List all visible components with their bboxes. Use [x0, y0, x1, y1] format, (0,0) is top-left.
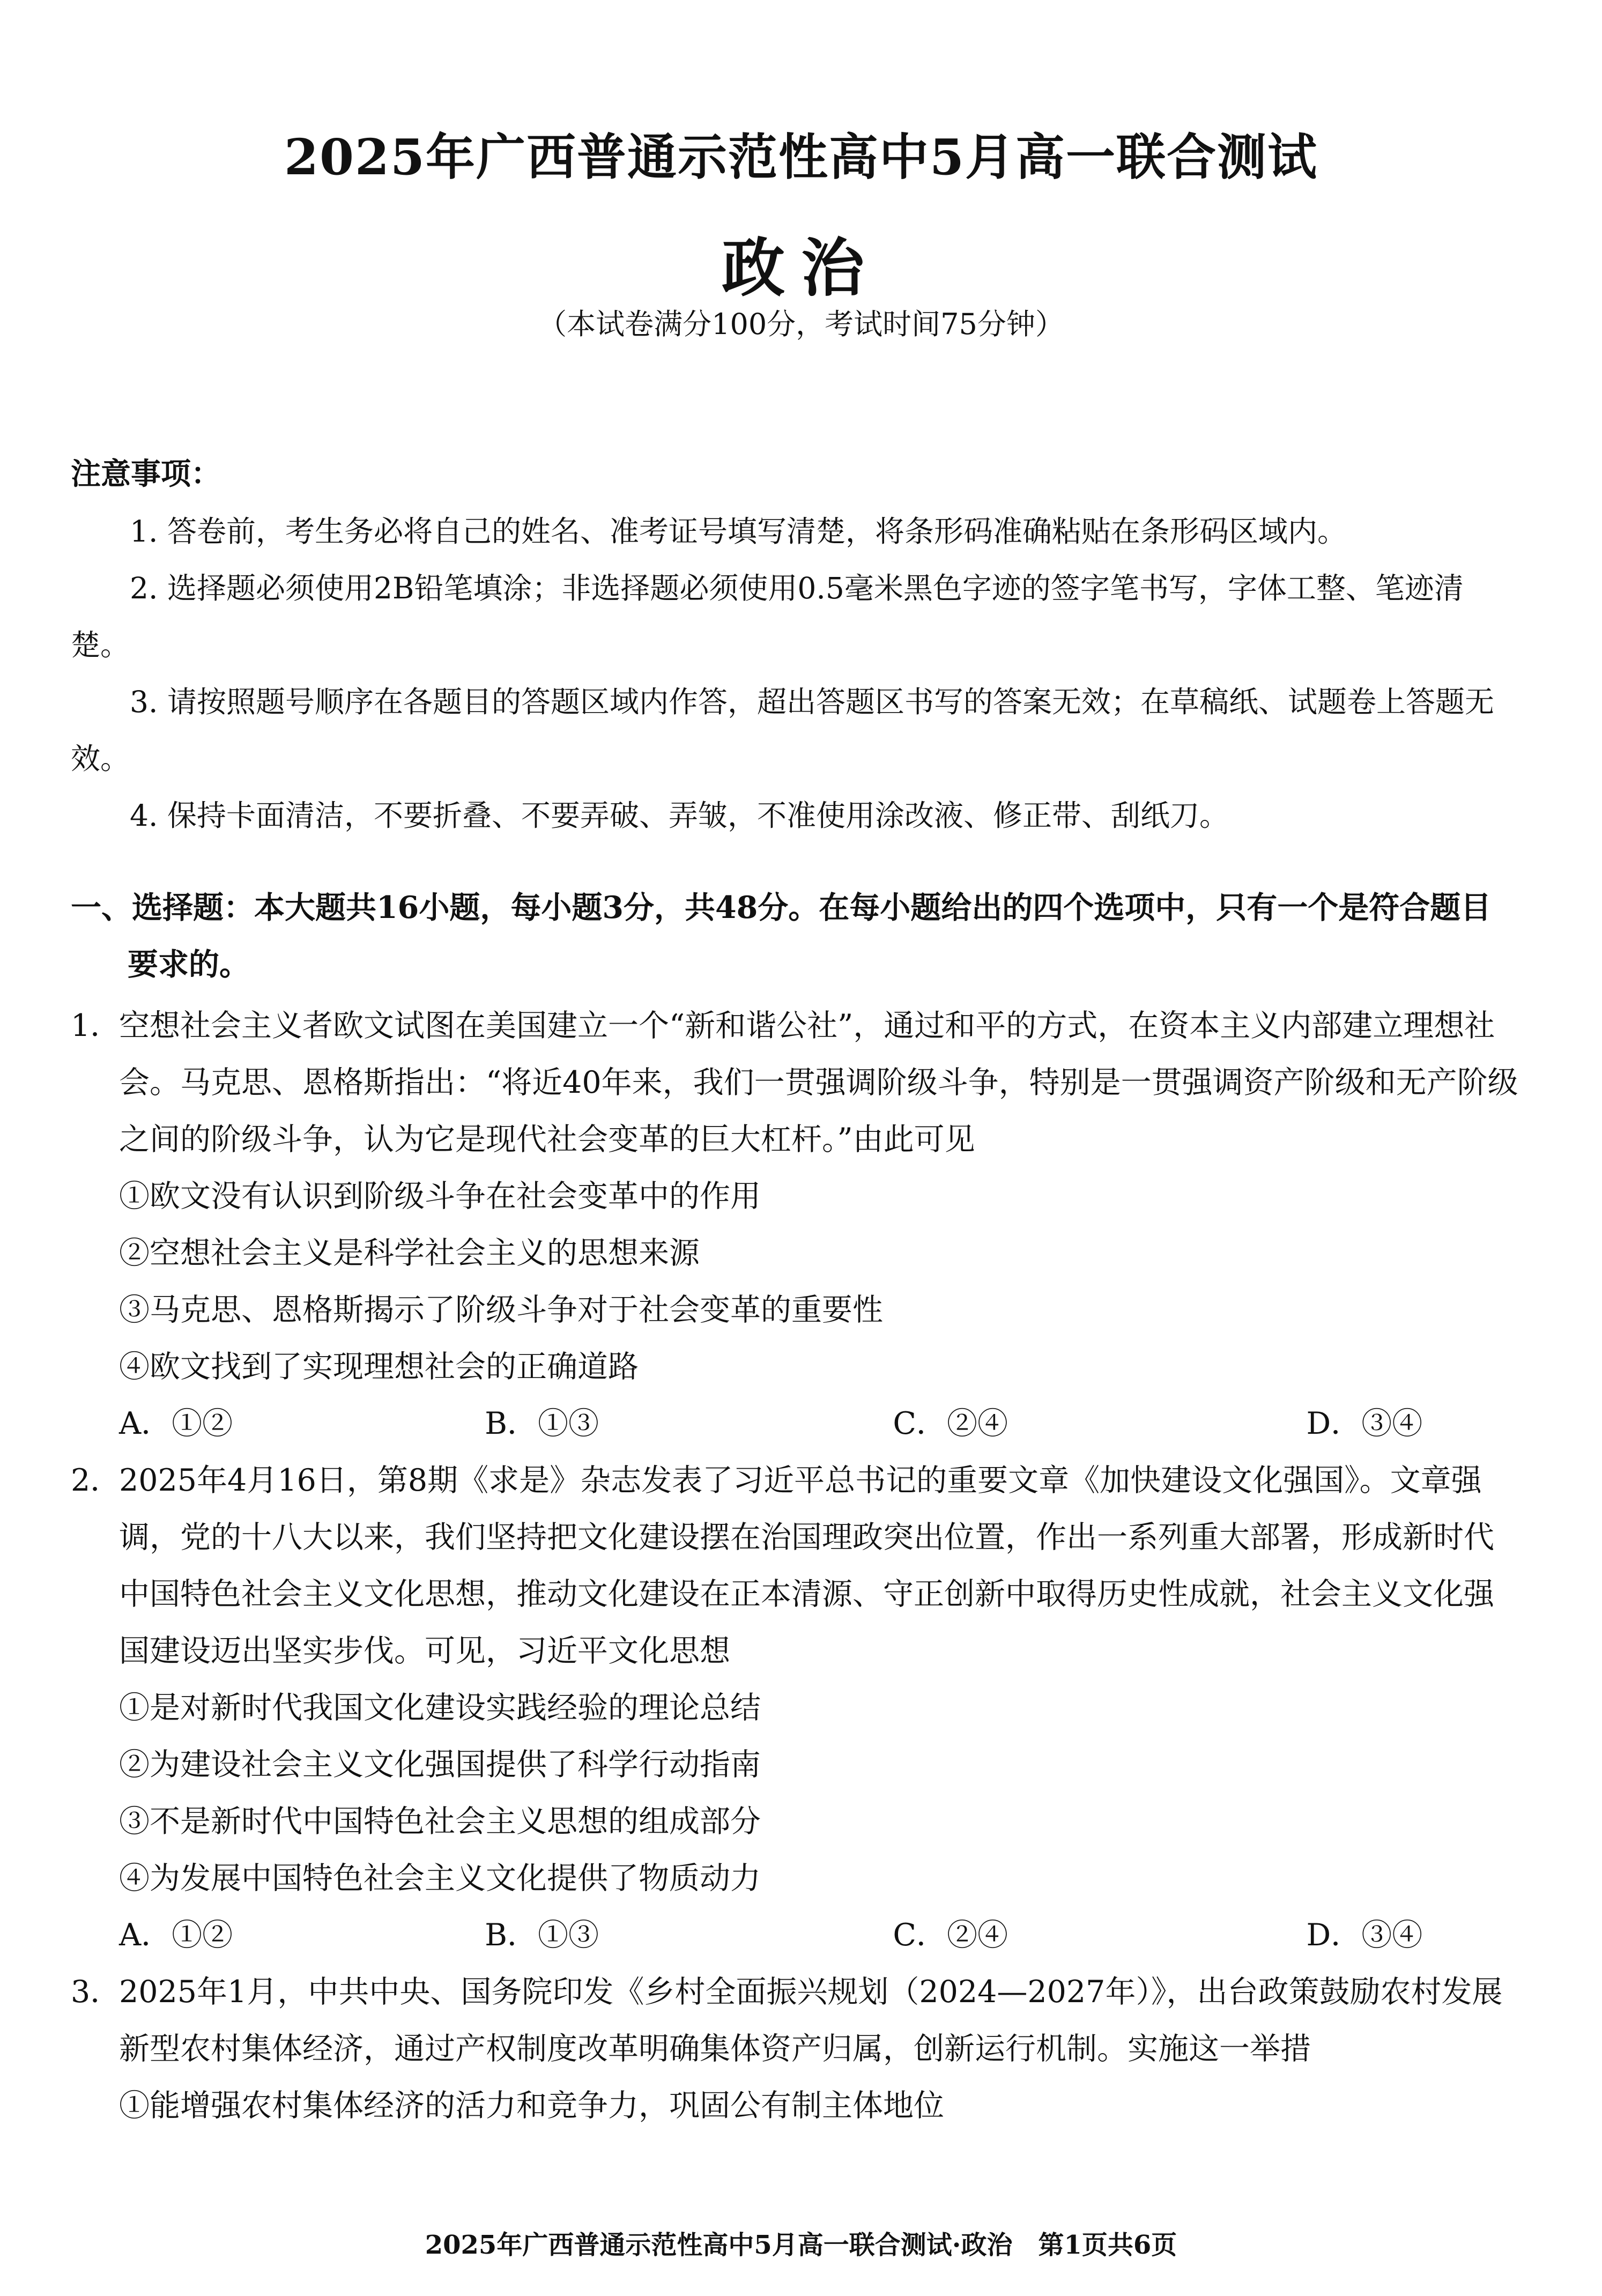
choice-a: A．①② [119, 1406, 233, 1441]
question-stem-text: 2025年1月，中共中央、国务院印发《乡村全面振兴规划（2024—2027年）》，出台政策鼓励农村发展新型农村集体经济，通过产权制度改革明确集体资产归属，创新运行机制。实施这一举措 [119, 1974, 1503, 2067]
notice-item: 4. 保持卡面清洁，不要折叠、不要弄破、弄皱，不准使用涂改液、修正带、刮纸刀。 [130, 798, 1229, 833]
choice-row [71, 1907, 1518, 1964]
choice-c: C．②④ [893, 1917, 1008, 1953]
choice-row [71, 1395, 1518, 1452]
question-stem [71, 1964, 1518, 2077]
notice-item: 3. 请按照题号顺序在各题目的答题区域内作答，超出答题区书写的答案无效；在草稿纸、试题卷上答题无效。 [71, 685, 1494, 776]
statement: ①能增强农村集体经济的活力和竞争力，巩固公有制主体地位 [119, 2088, 944, 2123]
choice-d: D．③④ [1306, 1917, 1423, 1953]
section-heading-line: 一、选择题：本大题共16小题，每小题3分，共48分。在每小题给出的四个选项中，只有一个是符合题目 [71, 890, 1492, 925]
notice-block [71, 450, 1518, 844]
question-list [71, 997, 1518, 2134]
statement: ③马克思、恩格斯揭示了阶级斗争对于社会变革的重要性 [119, 1292, 883, 1328]
statement: ①是对新时代我国文化建设实践经验的理论总结 [119, 1690, 761, 1725]
question-number: 1． [71, 1008, 121, 1043]
choice-b: B．①③ [485, 1917, 599, 1953]
choice-b: B．①③ [485, 1406, 599, 1441]
question [71, 997, 1518, 1452]
statement: ④为发展中国特色社会主义文化提供了物质动力 [119, 1861, 761, 1896]
notice-item: 2. 选择题必须使用2B铅笔填涂；非选择题必须使用0.5毫米黑色字迹的签字笔书写，字体工整、笔迹清楚。 [71, 571, 1464, 662]
statement: ②为建设社会主义文化强国提供了科学行动指南 [119, 1747, 761, 1782]
exam-info: （本试卷满分100分，考试时间75分钟） [538, 307, 1064, 341]
choice-a: A．①② [119, 1917, 233, 1953]
statement: ④欧文找到了实现理想社会的正确道路 [119, 1349, 639, 1384]
section-heading-line: 要求的。 [128, 946, 250, 982]
statement: ③不是新时代中国特色社会主义思想的组成部分 [119, 1804, 761, 1839]
choice-c: C．②④ [893, 1406, 1008, 1441]
subject-title: 政治 [721, 231, 880, 305]
question-number: 2． [71, 1463, 121, 1498]
notice-title: 注意事项： [71, 456, 221, 492]
question-stem-text: 空想社会主义者欧文试图在美国建立一个“新和谐公社”，通过和平的方式，在资本主义内部建立理想社会。马克思、恩格斯指出：“将近40年来，我们一贯强调阶级斗争，特别是一贯强调资产阶级和无产阶级之间的阶级斗争，认为它是现代社会变革的巨大杠杆。”由此可见 [119, 1008, 1518, 1157]
choice-d: D．③④ [1306, 1406, 1423, 1441]
question-stem-text: 2025年4月16日，第8期《求是》杂志发表了习近平总书记的重要文章《加快建设文化强国》。文章强调，党的十八大以来，我们坚持把文化建设摆在治国理政突出位置，作出一系列重大部署，形成新时代中国特色社会主义文化思想，推动文化建设在正本清源、守正创新中取得历史性成就，社会主义文化强国建设迈出坚实步伐。可见，习近平文化思想 [119, 1463, 1494, 1669]
statement: ②空想社会主义是科学社会主义的思想来源 [119, 1235, 700, 1271]
section-heading [71, 879, 1518, 993]
page-footer: 2025年广西普通示范性高中5月高一联合测试·政治 第1页共6页 [425, 2230, 1177, 2260]
exam-title: 2025年广西普通示范性高中5月高一联合测试 [284, 128, 1318, 186]
question-stem [71, 1452, 1518, 1679]
statement: ①欧文没有认识到阶级斗争在社会变革中的作用 [119, 1179, 761, 1214]
question-number: 3． [71, 1974, 121, 2010]
notice-item: 1. 答卷前，考生务必将自己的姓名、准考证号填写清楚，将条形码准确粘贴在条形码区域内。 [130, 514, 1347, 549]
question [71, 1964, 1518, 2134]
question-stem [71, 997, 1518, 1168]
question [71, 1452, 1518, 1964]
